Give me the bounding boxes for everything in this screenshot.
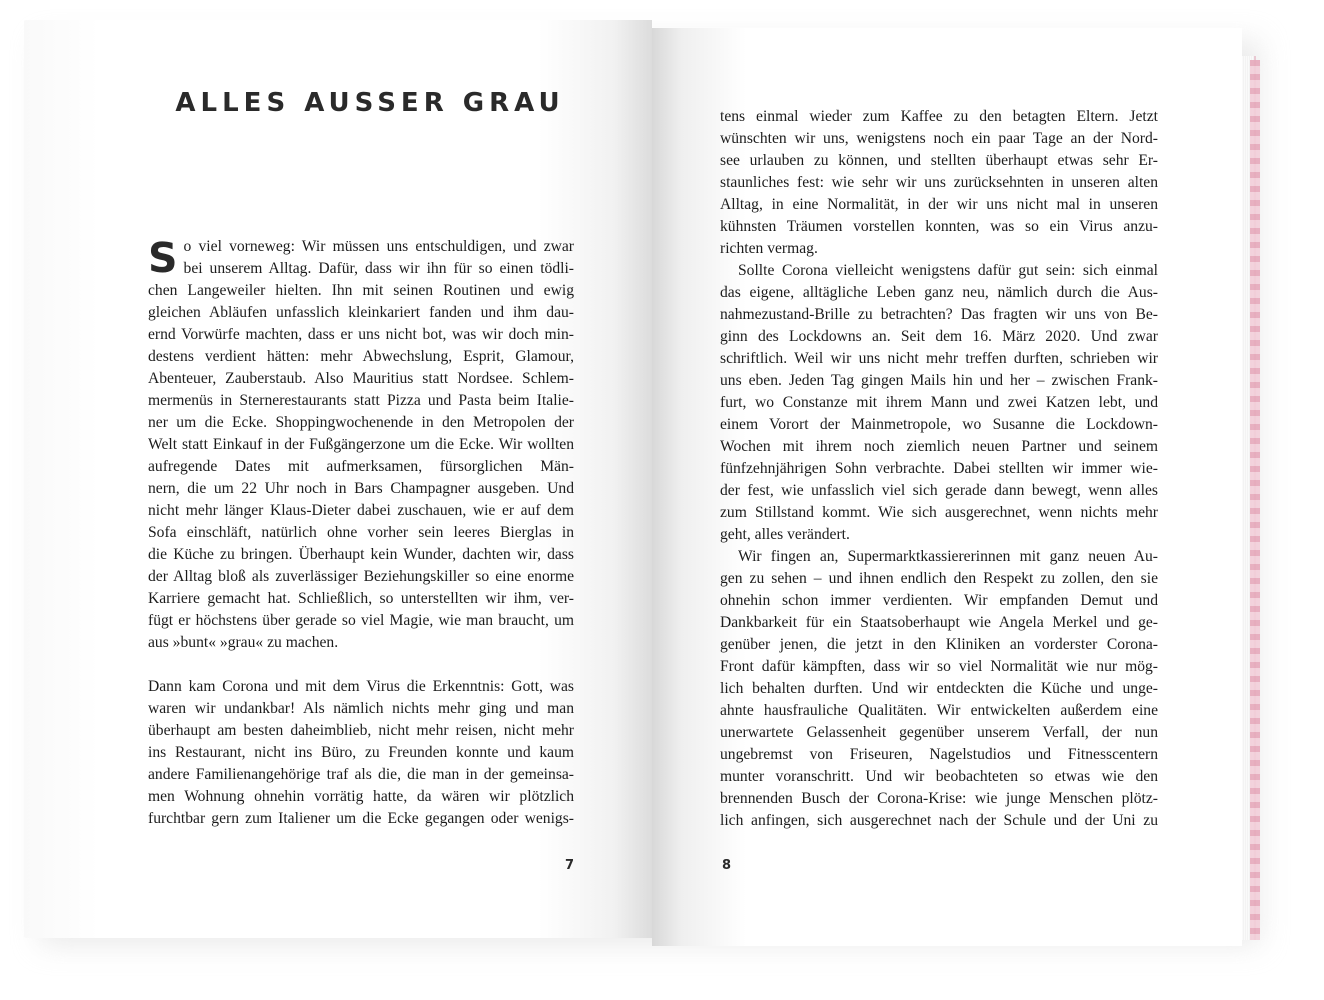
text-line: ohnehin schon immer verdienten. Wir empfanden Demut und bbox=[720, 592, 1158, 609]
right-page-text bbox=[720, 106, 1158, 832]
text-line: furt, wo Constanze mit ihrem Mann und zwei Katzen lebt, und bbox=[720, 394, 1158, 411]
text-line: destens verdient hätten: mehr Abwechslung, Esprit, Glamour, bbox=[148, 348, 574, 365]
text-line: ins Restaurant, nicht ins Büro, zu Freunden konnte und kaum bbox=[148, 744, 574, 761]
text-line: das eigene, alltägliche Leben ganz neu, nämlich durch die Aus- bbox=[720, 284, 1158, 301]
text-line: o viel vorneweg: Wir müssen uns entschuldigen, und zwar bbox=[183, 238, 574, 255]
text-line: aus »bunt« »grau« zu machen. bbox=[148, 634, 339, 651]
text-line: nahmezustand-Brille zu betrachten? Das fragten wir uns von Be- bbox=[720, 306, 1158, 323]
text-line: Wochen mit ihrem noch ziemlich neuen Partner und seinem bbox=[720, 438, 1158, 455]
text-line: nicht mehr länger Klaus-Dieter dabei zuschauen, wie er auf dem bbox=[148, 502, 574, 519]
text-line: mermenüs in Sternerestaurants statt Pizza und Pasta beim Italie- bbox=[148, 392, 574, 409]
text-line: geht, alles verändert. bbox=[720, 526, 850, 543]
text-line: lich anfingen, sich ausgerechnet nach der Schule und der Uni zu bbox=[720, 812, 1158, 829]
text-line: Abenteuer, Zauberstaub. Also Mauritius statt Nordsee. Schlem- bbox=[148, 370, 574, 387]
text-line: men Wohnung ohnehin vorrätig hatte, da wären wir plötzlich bbox=[148, 788, 574, 805]
text-line: kühnsten Träumen vorstellen konnten, was so ein Virus anzu- bbox=[720, 218, 1158, 235]
text-line: bei unserem Alltag. Dafür, dass wir ihn für so einen tödli- bbox=[183, 260, 574, 277]
text-line: ginn des Lockdowns an. Seit dem 16. März 2020. Und zwar bbox=[720, 328, 1158, 345]
text-line: wünschten wir uns, wenigstens noch ein paar Tage an der Nord- bbox=[720, 130, 1158, 147]
page-number-left: 7 bbox=[565, 858, 575, 873]
text-line: der fest, wie unfasslich viel sich gerade dann bewegt, wenn alles bbox=[720, 482, 1158, 499]
text-line: furchtbar gern zum Italiener um die Ecke gegangen oder wenigs- bbox=[148, 810, 574, 827]
text-line: Welt statt Einkauf in der Fußgängerzone um die Ecke. Wir wollten bbox=[148, 436, 574, 453]
text-line: gleichen Abläufen unfasslich kleinkariert fanden und ihm dau- bbox=[148, 304, 574, 321]
text-line: gen zu sehen – und ihnen endlich den Respekt zu zollen, den sie bbox=[720, 570, 1158, 587]
text-line: genüber jenen, die jetzt in den Kliniken an vorderster Corona- bbox=[720, 636, 1158, 653]
text-line: andere Familienangehörige traf als die, die man in der gemeinsa- bbox=[148, 766, 574, 783]
text-line: Wir fingen an, Supermarktkassiererinnen mit ganz neuen Au- bbox=[738, 548, 1158, 565]
text-line: schriftlich. Weil wir uns nicht mehr treffen durften, schrieben wir bbox=[720, 350, 1158, 367]
text-line: ahnte hausfrauliche Qualitäten. Wir entwickelten außerdem eine bbox=[720, 702, 1158, 719]
text-line: waren wir undankbar! Als nämlich nichts mehr ging und man bbox=[148, 700, 574, 717]
text-line: staunliches fest: wie sehr wir uns zurücksehnten in unseren alten bbox=[720, 174, 1158, 191]
text-line: ungebremst von Friseuren, Nagelstudios und Fitnesscentern bbox=[720, 746, 1158, 763]
text-line: die Küche zu bringen. Überhaupt kein Wunder, dachten wir, dass bbox=[148, 546, 574, 563]
text-line: unerwartete Gelassenheit gegenüber unserem Verfall, der nun bbox=[720, 724, 1158, 741]
text-line: Sollte Corona vielleicht wenigstens dafür gut sein: sich einmal bbox=[738, 262, 1158, 279]
chapter-title: ALLES AUSSER GRAU bbox=[175, 88, 565, 118]
drop-cap: S bbox=[148, 234, 178, 282]
paragraph-1 bbox=[148, 236, 574, 654]
text-line: uns eben. Jeden Tag gingen Mails hin und her – zwischen Frank- bbox=[720, 372, 1158, 389]
text-line: fünfzehnjährigen Sohn verbrachte. Dabei stellten wir immer wie- bbox=[720, 460, 1158, 477]
text-line: Karriere gemacht hat. Schließlich, so unterstellten wir ihm, ver- bbox=[148, 590, 574, 607]
text-line: Dankbarkeit für ein Staatsoberhaupt wie Angela Merkel und ge- bbox=[720, 614, 1158, 631]
text-line: tens einmal wieder zum Kaffee zu den betagten Eltern. Jetzt bbox=[720, 108, 1158, 125]
text-line: Sofa einschläft, natürlich ohne vorher sein leeres Bierglas in bbox=[148, 524, 574, 541]
text-line: zum Stillstand kommt. Wie sich ausgerechnet, wenn nichts mehr bbox=[720, 504, 1158, 521]
text-line: Front dafür kämpften, dass wir so viel Normalität wie nur mög- bbox=[720, 658, 1158, 675]
left-page-text bbox=[148, 236, 574, 830]
text-line: aufregende Dates mit aufmerksamen, fürsorglichen Män- bbox=[148, 458, 574, 475]
text-line: einem Vorort der Mainmetropole, wo Susanne die Lockdown- bbox=[720, 416, 1158, 433]
text-line: Alltag, in eine Normalität, in der wir uns nicht mal in unseren bbox=[720, 196, 1158, 213]
text-line: richten vermag. bbox=[720, 240, 818, 257]
text-line: see urlauben zu können, und stellten überhaupt etwas sehr Er- bbox=[720, 152, 1158, 169]
paragraph-2 bbox=[148, 676, 574, 830]
page-number-right: 8 bbox=[722, 858, 732, 873]
text-line: der Alltag bloß als zuverlässiger Beziehungskiller so eine enorme bbox=[148, 568, 574, 585]
text-line: Dann kam Corona und mit dem Virus die Erkenntnis: Gott, was bbox=[148, 678, 574, 695]
text-line: chen Langeweiler hielten. Ihn mit seinen Routinen und ewig bbox=[148, 282, 574, 299]
text-line: überhaupt am besten daheimblieb, nicht mehr reisen, nicht mehr bbox=[148, 722, 574, 739]
text-line: nern, die um 22 Uhr noch in Bars Champagner ausgeben. Und bbox=[148, 480, 574, 497]
text-line: ner um die Ecke. Shoppingwochenende in den Metropolen der bbox=[148, 414, 574, 431]
pink-page-edge bbox=[1250, 60, 1260, 940]
text-line: lich behalten durften. Und wir entdeckten die Küche und unge- bbox=[720, 680, 1158, 697]
text-line: fügt er höchstens über gerade so viel Magie, wie man braucht, um bbox=[148, 612, 574, 629]
text-line: ernd Vorwürfe machten, dass er uns nicht bot, was wir doch min- bbox=[148, 326, 574, 343]
text-line: brennenden Busch der Corona-Krise: wie junge Menschen plötz- bbox=[720, 790, 1158, 807]
text-line: munter voranschritt. Und wir beobachteten so etwas wie den bbox=[720, 768, 1158, 785]
